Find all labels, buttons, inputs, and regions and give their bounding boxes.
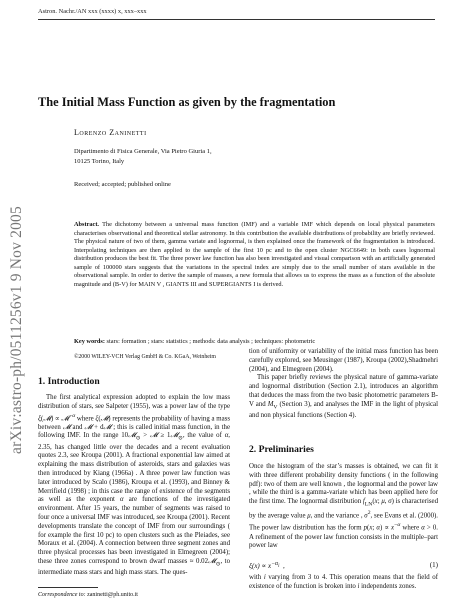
section-1-heading: 1. Introduction: [38, 376, 100, 387]
abstract-text: The dichotomy between a universal mass function (IMF) and a variable IMF which depends on local physical parameters characterises observational and theoretical stellar astronomy. In this contribution the available distributions of probability are briefly reviewed. The physical nature of two of them, gamma variate and lognormal, is then explained once the framework of the fragmentation is introduced. Interpolating techniques are then applied to the sample of the first 10 pc and to the open cluster NGC6649: in both cases lognormal distribution produces the best fit. The three power law function has also been investigated and visual comparison with an artificially generated sample of 100000 stars suggests that the variations in the spectral index are simply due to the small number of stars available in the observational sample. In order to derive the sample of masses, a new formula that allows us to express the mass as a function of the absolute magnitude and (B-V) for MAIN V , GIANTS III and SUPERGIANTS I is derived.: [74, 221, 435, 288]
equation-1: [249, 561, 438, 570]
affiliation: [74, 147, 212, 166]
copyright: ©2000 WILEY-VCH Verlag GmbH & Co. KGaA, Weinheim: [74, 354, 216, 360]
affiliation-line-2: 10125 Torino, Italy: [74, 157, 125, 165]
left-column: [38, 394, 230, 578]
section-2-heading: 2. Preliminaries: [249, 444, 314, 455]
author-name: Lorenzo Zaninetti: [74, 128, 147, 137]
affiliation-line-1: Dipartimento di Fisica Generale, Via Pietro Giuria 1,: [74, 148, 212, 155]
after-equation-text: [249, 574, 438, 592]
abstract: [74, 221, 435, 289]
intro-paragraph-1: The first analytical expression adopted to explain the low mass distribution of stars, see Salpeter (1955), was a power law of the type ξ(𝓜) ∝ 𝓜$^{-\alpha}$ where ξ(𝓜) represents the probability of having a mass between 𝓜 and 𝓜 + d𝓜 ; this is called initial mass function, in the following IMF. In the range 10𝓜$_⊙$ > 𝓜 ≥ 1𝓜$_⊙$, the value of α, 2.35, has changed little over the decades and a recent evaluation quotes 2.3, see Kroupa (2001). A fractional exponential law aimed at explaining the mass distribution of asteroids, stars and galaxies was then introduced by Kiang (1966a) . A three power law function was later introduced by Scalo (1986), Kroupa et al. (1993), and Binney & Merrifield (1998) ; in this case the range of existence of the segments as well as the exponent α are functions of the investigated environment. After 15 years, the number of segments was raised to four once a universal IMF was introduced, see Kroupa (2001). Recent developments translate the concept of IMF from our surroundings ( for example the first 10 pc) to open clusters such as the Pleiades, see Moraux et al. (2004). A connection between three segment zones and three physical processes has been investigated in Elmegreen (2004); these three zones correspond to brown dwarf masses ≈ 0.02𝓜$_⊙$, to intermediate mass stars and high mass stars. The ques-: [38, 394, 231, 577]
footnote: [38, 592, 138, 598]
arxiv-stamp: [0, 0, 34, 613]
abstract-label: Abstract.: [74, 221, 100, 228]
header-rule: [38, 19, 435, 20]
keywords: [74, 338, 435, 345]
intro-paragraph-1-continued: tion of uniformity or variability of the initial mass function has been carefully explored, see Meusinger (1987), Kroupa (2002),Shadmehri (2004), and Elmegreen (2004).: [249, 348, 438, 373]
preliminaries-paragraph: Once the histogram of the star’s masses is obtained, we can fit it with three different probability density functions ( in the following pdf): two of them are well known , the lognormal and the power law , while the third is a gamma-variate which has been applied here for the first time. The lognormal distribution $f_{LN}(x$; μ, σ) is characterised by the average value μ, and the variance , $\sigma^2$, see Evans et al. (2000). The power law distribution has the form p(x; $\alpha) \propto x^{-\alpha}$ where α > 0. A refinement of the power law function consists in the multiple–part power law: [249, 463, 439, 550]
arxiv-stamp-text: arXiv:astro-ph/0511256v1 9 Nov 2005: [8, 206, 25, 454]
running-header: Astron. Nachr./AN xxx (xxxx) x, xxx–xxx: [38, 8, 147, 15]
right-column-top: [249, 348, 438, 421]
footnote-rule: [38, 587, 98, 588]
keywords-text: stars: formation ; stars: statistics ; methods: data analysis ; techniques: photometric: [106, 338, 316, 345]
received-line: Received; accepted; published online: [74, 181, 171, 188]
preliminaries-text: [249, 463, 438, 551]
equation-1-body: $\xi(x) \propto x^{-\alpha_i}$ ,: [249, 561, 285, 571]
paper-title: The Initial Mass Function as given by the fragmentation: [38, 95, 336, 109]
equation-1-number: (1): [429, 561, 438, 569]
footnote-label: Correspondence to:: [38, 592, 86, 598]
intro-paragraph-2: This paper briefly reviews the physical nature of gamma-variate and lognormal distribution (Section 2.1), introduces an algorithm that deduces the mass from the two basic photometric parameters B-V and $M_V$ (Section 3), and analyses the IMF in the light of physical and non physical functions (Section 4).: [249, 374, 438, 419]
keywords-label: Key words:: [74, 338, 105, 345]
after-equation-paragraph: with i varying from 3 to 4. This operation means that the field of existence of the function is broken into i independents zones.: [249, 574, 438, 590]
footnote-email: zaninetti@ph.unito.it: [87, 592, 138, 598]
